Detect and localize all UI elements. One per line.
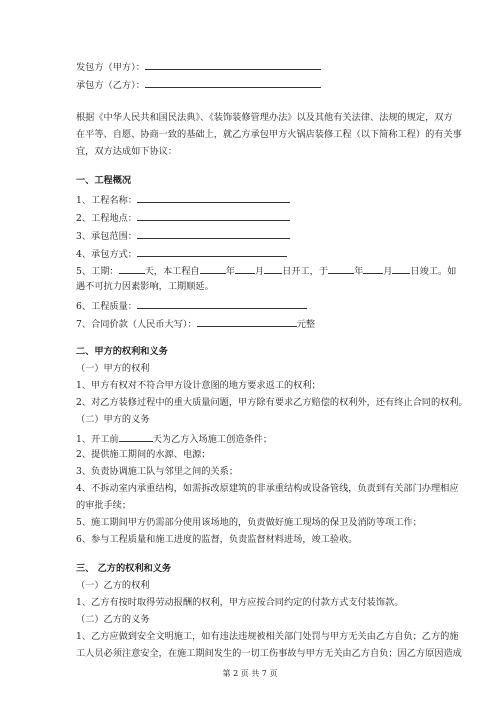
project-scope-blank[interactable]: [137, 228, 290, 239]
section2-title: 二、甲方的权利和义务: [76, 346, 168, 357]
project-mode-label: 4、承包方式：: [76, 249, 137, 260]
party-a-duty-2: 2、提供施工期间的水源、电源；: [76, 449, 211, 460]
start-month-blank[interactable]: [235, 263, 255, 274]
period-text-tail: 日竣工。如: [410, 266, 457, 277]
project-quality-line: [76, 298, 307, 313]
project-mode-line: [76, 246, 287, 261]
end-month-blank[interactable]: [363, 263, 383, 274]
project-location-blank[interactable]: [137, 210, 290, 221]
party-b-duty-1-cont: 工人员必须注意安全，在施工期间发生的一切工伤事故与甲方无关由乙方自负；因乙方原因造成: [76, 648, 462, 659]
party-b-duty-1: 1、乙方应做到安全文明施工，如有违法违规被相关部门处罚与甲方无关由乙方自负；乙方的施: [76, 631, 459, 642]
party-a-duty-5: 5、施工期间甲方仍需部分使用该场地的，负责做好施工现场的保卫及消防等项工作；: [76, 517, 422, 528]
start-day-blank[interactable]: [264, 263, 282, 274]
project-scope-line: [76, 228, 290, 243]
party-b-rights-title: （一）乙方的权利: [76, 580, 150, 591]
party-a-duty-1: [76, 431, 272, 446]
duty-1-text-end: 天为乙方入场施工创造条件；: [152, 434, 273, 445]
year-text: 年: [225, 266, 235, 277]
party-a-duty-4-cont: 的审批手续；: [76, 500, 132, 511]
party-a-blank[interactable]: [145, 59, 321, 70]
party-a-duties-title: （二）甲方的义务: [76, 414, 150, 425]
project-name-blank[interactable]: [137, 192, 290, 203]
party-a-label: 发包方（甲方）：: [76, 62, 145, 73]
project-location-label: 2、工程地点：: [76, 213, 137, 224]
project-location-line: [76, 210, 290, 225]
project-mode-blank[interactable]: [137, 246, 287, 257]
start-year-blank[interactable]: [200, 263, 226, 274]
party-b-duties-title: （二）乙方的义务: [76, 614, 150, 625]
preamble-line-1: 根据《中华人民共和国民法典》、《装饰装修管理办法》以及其他有关法律、法规的规定，双方: [76, 112, 453, 123]
party-a-duty-3: 3、负责协调施工队与邻里之间的关系；: [76, 466, 239, 477]
party-a-duty-4: 4、不拆动室内承重结构，如需拆改原建筑的非承重结构或设备管线，负责到有关部门办理相应: [76, 483, 459, 494]
month-text: 月: [254, 266, 265, 277]
preamble-line-3: 宜，双方达成如下协议：: [76, 146, 178, 157]
party-a-right-1: 1、甲方有权对不符合甲方设计意图的地方要求返工的权利；: [76, 380, 321, 391]
party-a-right-2: 2、对乙方装修过程中的重大质量问题，甲方除有要求乙方赔偿的权利外，还有终止合同的权利。: [76, 397, 468, 408]
duty-1-days-blank[interactable]: [119, 431, 153, 442]
project-period-line: [76, 263, 456, 278]
end-year-blank[interactable]: [328, 263, 354, 274]
period-continuation: 遇不可抗力因素影响，工期顺延。: [76, 281, 214, 292]
section1-title: 一、工程概况: [76, 175, 132, 186]
project-scope-label: 3、承包范围：: [76, 231, 137, 242]
contract-price-line: [76, 316, 315, 331]
party-a-rights-title: （一）甲方的权利: [76, 363, 150, 374]
contract-price-suffix: 元整: [296, 319, 316, 330]
party-b-blank[interactable]: [145, 77, 321, 88]
period-days-blank[interactable]: [119, 263, 145, 274]
section3-title: 三、 乙方的权利和义务: [76, 563, 172, 574]
year-text: 年: [354, 266, 364, 277]
period-text-start: 天，本工程自: [144, 266, 200, 277]
project-quality-label: 6、工程质量：: [76, 301, 137, 312]
project-quality-blank[interactable]: [137, 298, 307, 309]
month-text: 月: [383, 266, 393, 277]
contract-price-label: 7、合同价款（人民币大写）：: [76, 319, 197, 330]
contract-price-blank[interactable]: [197, 316, 297, 327]
page-number: 第 2 页 共 7 页: [222, 669, 278, 678]
period-label: 5、工期：: [76, 266, 119, 277]
party-b-label: 承包方（乙方）：: [76, 80, 145, 91]
project-name-line: [76, 192, 290, 207]
preamble-line-2: 在平等、自愿、协商一致的基础上，就乙方承包甲方火锅店装修工程（以下简称工程）的有关事: [76, 129, 462, 140]
party-b-line: [76, 77, 321, 92]
end-day-blank[interactable]: [392, 263, 410, 274]
party-a-line: [76, 59, 321, 74]
project-name-label: 1、工程名称：: [76, 195, 137, 206]
period-text-end: 日开工，于: [282, 266, 329, 277]
party-a-duty-6: 6、参与工程质量和施工进度的监督，负责监督材料进场，竣工验收。: [76, 534, 358, 545]
party-b-right-1: 1、乙方有按时取得劳动报酬的权利，甲方应按合同约定的付款方式支付装饰款。: [76, 597, 404, 608]
duty-1-text-start: 1、开工前: [76, 434, 119, 445]
